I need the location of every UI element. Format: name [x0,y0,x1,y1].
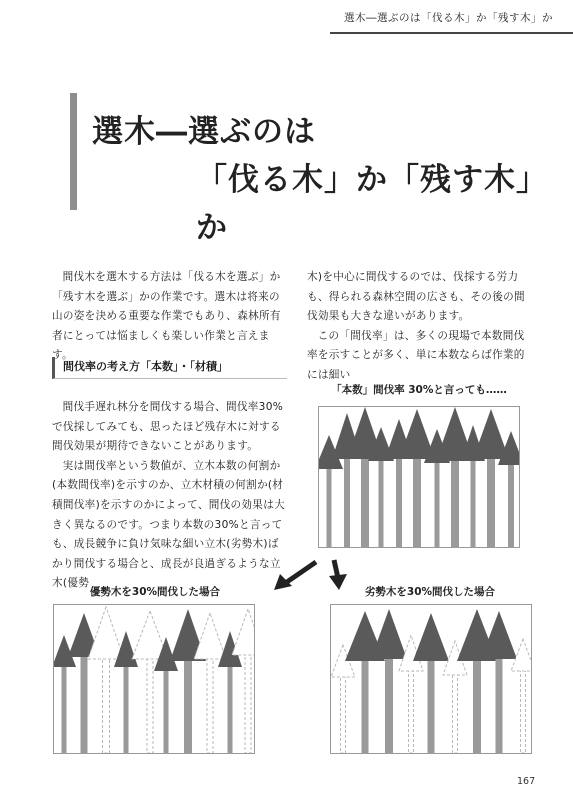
figure-caption-top: 「本数」間伐率 30%と言っても…… [331,384,507,396]
page-number: 167 [517,776,536,787]
intro-column [52,268,287,366]
removed-tree [88,607,124,753]
tree [345,611,385,754]
tree [170,609,206,754]
right-paragraph-2: この「間伐率」は、多くの現場で本数間伐率を示すことが多く、単に本数ならば作業的には細い [307,329,525,381]
tree [413,613,449,754]
tree [399,409,435,548]
right-paragraph-1: 木)を中心に間伐するのでは、伐採する労力も、得られる森林空間の広さも、その後の間伐効果も大きな違いがあります。 [307,271,525,323]
page-title [92,108,573,252]
running-head-text: 選木―選ぶのは「伐る木」か「残す木」か [344,11,553,24]
section-paragraph-1: 間伐手遅れ林分を間伐する場合、間伐率30%で伐採してみても、思ったほど残存木に対する間伐効果が期待できないことがあります。 [52,401,284,453]
title-accent-bar [70,93,77,210]
removed-tree [232,609,255,753]
figure-stand-before [318,406,520,548]
running-head-rule [330,32,573,34]
figure-dominant-removed [53,604,255,754]
tree [481,611,517,754]
intro-paragraph: 間伐木を選木する方法は「伐る木を選ぶ」か「残す木を選ぶ」かの作業です。選木は将来の山の姿を決める重要な作業でもあり、森林所有者にとっては悩ましくも楽しい作業と言えます。 [52,271,281,362]
removed-tree [194,613,226,753]
tree [347,407,383,548]
figure-suppressed-removed [330,604,532,754]
arrow-left-down-icon [268,556,324,596]
tree [436,407,474,548]
figure-caption-bottom-left: 優勢木を30%間伐した場合 [89,586,221,598]
running-head [344,0,573,34]
section-heading: 間伐率の考え方「本数」・「材積」 [52,357,287,379]
title-line-1: 選木―選ぶのは [92,114,316,150]
tree [457,609,497,754]
tree [68,613,100,754]
figure-caption-bottom-right: 劣勢木を30%間伐した場合 [364,586,496,598]
section-column [52,398,287,594]
tree [473,409,509,548]
removed-tree [331,645,355,753]
title-line-2: 「伐る木」か「残す木」か [196,162,548,246]
section-paragraph-2: 実は間伐率という数値が、立木本数の何割か(本数間伐率)を示すのか、立木材積の何割か(材積間伐率)を示すのかによって、間伐の効果は大きく異なるのです。つまり本数の30%と言っても、成長競争に負け気味な細い立木(劣勢木)ばかり間伐する場合と、成長が良過ぎるような立木(優勢 [52,459,285,590]
removed-tree [132,611,168,753]
tree [371,609,407,754]
right-column [307,268,534,386]
